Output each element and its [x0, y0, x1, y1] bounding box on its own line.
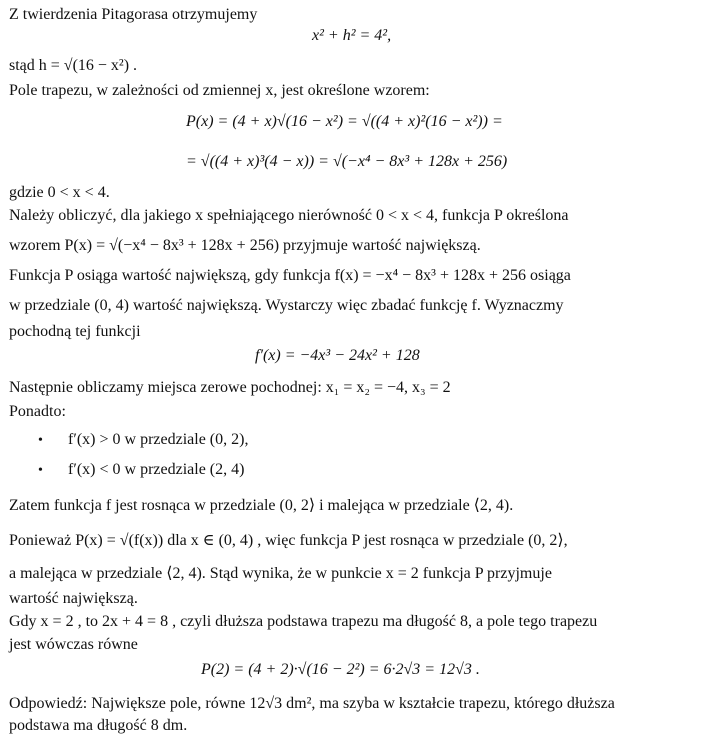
- formula-pythagoras: x² + h² = 4²,: [312, 27, 392, 44]
- text-line: Ponieważ P(x) = √(f(x)) dla x ∈ (0, 4) , więc funkcja P jest rosnąca w przedziale (0, 2⟩,: [9, 532, 568, 549]
- text-line: gdzie 0 < x < 4.: [9, 184, 110, 201]
- text-line: Należy obliczyć, dla jakiego x spełniającego nierówność 0 < x < 4, funkcja P określona: [9, 207, 569, 224]
- text-line: Gdy x = 2 , to 2x + 4 = 8 , czyli dłuższa podstawa trapezu ma długość 8, a pole tego trapezu: [9, 613, 598, 630]
- formula-area-cont: = √((4 + x)³(4 − x)) = √(−x⁴ − 8x³ + 128x + 256): [186, 153, 508, 170]
- formula-derivative: f′(x) = −4x³ − 24x² + 128: [255, 347, 420, 364]
- text-line: wartość największą.: [9, 590, 138, 607]
- text-line: a malejąca w przedziale ⟨2, 4). Stąd wynika, że w punkcie x = 2 funkcja P przyjmuje: [9, 565, 552, 582]
- text-line: Zatem funkcja f jest rosnąca w przedziale (0, 2⟩ i malejąca w przedziale ⟨2, 4).: [9, 497, 514, 514]
- list-item-text: f′(x) < 0 w przedziale (2, 4): [68, 461, 245, 478]
- text-line: Następnie obliczamy miejsca zerowe pochodnej: x₁ = x₂ = −4, x₃ = 2: [9, 379, 451, 396]
- text-line: Pole trapezu, w zależności od zmiennej x, jest określone wzorem:: [9, 82, 430, 99]
- list-item: [38, 460, 244, 481]
- list-item-text: f′(x) > 0 w przedziale (0, 2),: [68, 431, 249, 448]
- text-line: Z twierdzenia Pitagorasa otrzymujemy: [9, 6, 258, 23]
- bullet-icon: •: [38, 433, 43, 448]
- answer-line: podstawa ma długość 8 dm.: [9, 717, 188, 734]
- text-line: jest wówczas równe: [9, 636, 138, 653]
- text-line: Ponadto:: [9, 403, 66, 420]
- bullet-icon: •: [38, 463, 43, 478]
- answer-line: Odpowiedź: Największe pole, równe 12√3 dm², ma szyba w kształcie trapezu, którego dłuższa: [9, 695, 615, 712]
- formula-result: P(2) = (4 + 2)·√(16 − 2²) = 6·2√3 = 12√3 .: [201, 661, 480, 678]
- text-line: Funkcja P osiąga wartość największą, gdy funkcja f(x) = −x⁴ − 8x³ + 128x + 256 osiąga: [9, 267, 571, 284]
- text-line: wzorem P(x) = √(−x⁴ − 8x³ + 128x + 256) przyjmuje wartość największą.: [9, 237, 481, 254]
- text-line: stąd h = √(16 − x²) .: [9, 57, 138, 74]
- formula-area: P(x) = (4 + x)√(16 − x²) = √((4 + x)²(16 − x²)) =: [186, 113, 503, 130]
- text-line: pochodną tej funkcji: [9, 323, 141, 340]
- list-item: [38, 430, 248, 451]
- text-line: w przedziale (0, 4) wartość największą. Wystarczy więc zbadać funkcję f. Wyznaczmy: [9, 297, 564, 314]
